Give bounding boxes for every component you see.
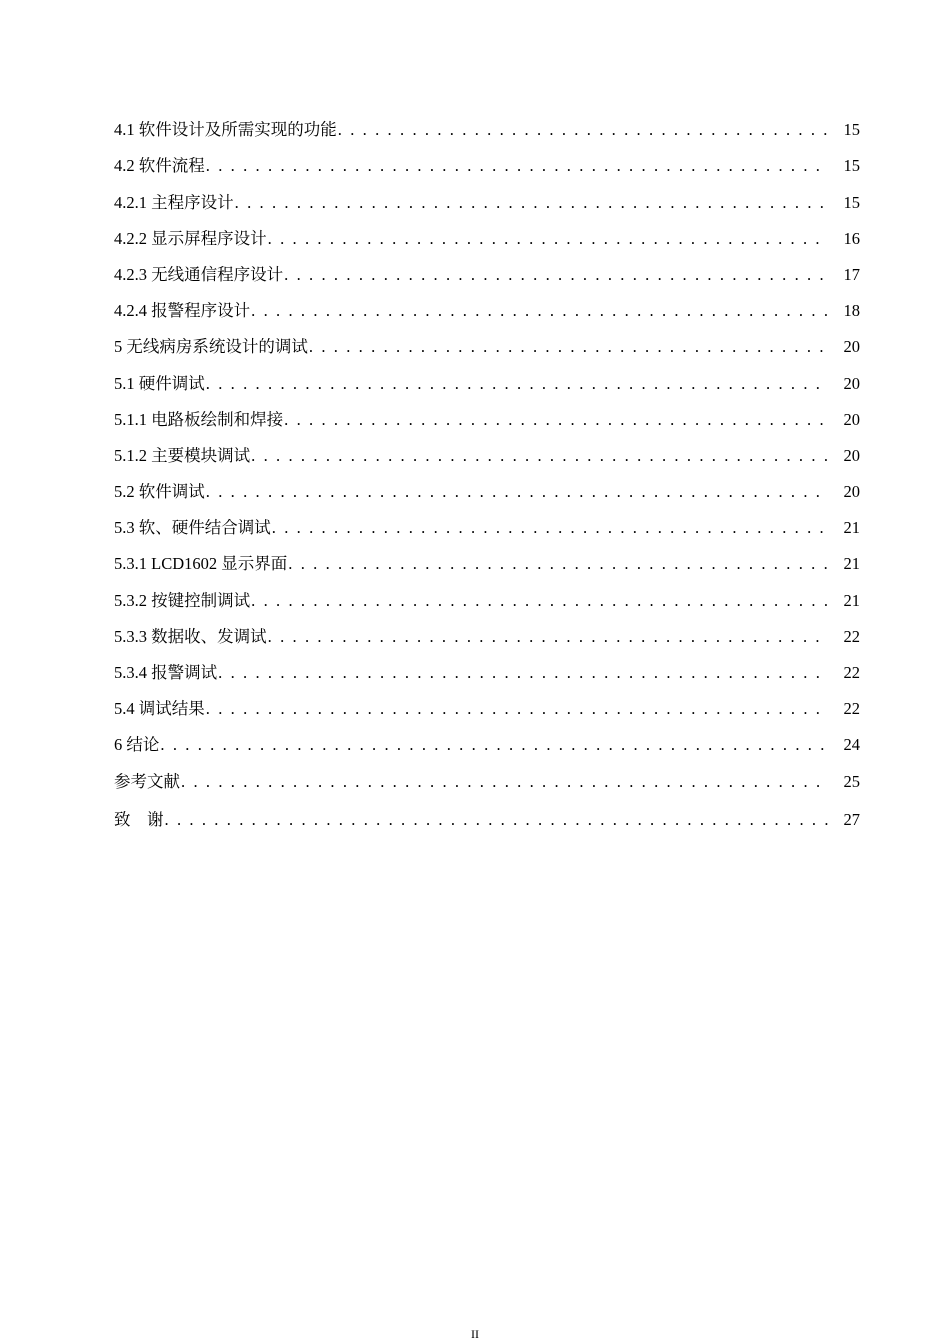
toc-dot-leader [217, 655, 828, 691]
toc-entry-page: 15 [843, 192, 860, 212]
toc-entry-page: 22 [843, 699, 860, 719]
toc-entry-page: 16 [843, 228, 860, 248]
toc-entry-page: 18 [843, 301, 860, 321]
toc-dot-leader [287, 546, 828, 582]
toc-entry-title: 致 谢 [114, 809, 164, 829]
toc-entry[interactable] [114, 257, 860, 293]
toc-entry-title: 5.3.4 报警调试 [114, 663, 218, 682]
toc-entry-title: 5.4 调试结果 [114, 699, 205, 719]
toc-entry-title: 4.1 软件设计及所需实现的功能 [114, 120, 337, 140]
table-of-contents [114, 112, 860, 838]
toc-entry-title: 5.1.1 电路板绘制和焊接 [114, 409, 284, 429]
toc-entry[interactable] [114, 365, 860, 401]
toc-entry-page: 20 [843, 337, 860, 357]
toc-entry-title: 5 无线病房系统设计的调试 [114, 337, 308, 357]
toc-entry-title: 4.2.1 主程序设计 [114, 192, 234, 212]
toc-dot-leader [205, 474, 828, 510]
toc-entry-page: 20 [843, 373, 860, 393]
toc-dot-leader [308, 329, 828, 365]
toc-entry[interactable] [114, 474, 860, 510]
toc-entry[interactable] [114, 691, 860, 727]
toc-dot-leader [271, 510, 828, 546]
toc-entry-page: 20 [843, 482, 860, 502]
toc-entry[interactable] [114, 293, 860, 329]
toc-entry-page: 21 [843, 554, 860, 574]
toc-entry[interactable] [114, 727, 860, 763]
toc-entry-page: 15 [843, 156, 860, 176]
toc-dot-leader [205, 148, 828, 184]
toc-entry-title: 4.2.4 报警程序设计 [114, 301, 251, 321]
toc-entry-page: 17 [843, 264, 860, 284]
toc-dot-leader [250, 583, 828, 619]
toc-entry-title: 5.3.3 数据收、发调试 [114, 626, 267, 646]
toc-entry[interactable] [114, 763, 860, 799]
toc-entry-page: 20 [843, 445, 860, 465]
toc-entry[interactable] [114, 619, 860, 655]
toc-dot-leader [250, 293, 828, 329]
toc-entry-title: 5.2 软件调试 [114, 482, 205, 502]
toc-dot-leader [205, 366, 828, 402]
toc-entry-page: 21 [843, 518, 860, 538]
toc-entry-title: 5.1.2 主要模块调试 [114, 445, 251, 465]
toc-entry-title: 4.2.2 显示屏程序设计 [114, 228, 267, 248]
toc-entry-title: 4.2 软件流程 [114, 156, 205, 176]
toc-entry-page: 20 [843, 409, 860, 429]
toc-entry[interactable] [114, 800, 860, 838]
toc-entry[interactable] [114, 510, 860, 546]
page-number: II [471, 1327, 479, 1341]
toc-entry-page: 25 [843, 771, 860, 791]
toc-dot-leader [234, 185, 828, 221]
toc-dot-leader [267, 619, 828, 655]
toc-entry-title: 5.1 硬件调试 [114, 373, 205, 393]
toc-entry[interactable] [114, 148, 860, 184]
toc-dot-leader [267, 221, 828, 257]
toc-entry-page: 27 [843, 809, 860, 829]
toc-entry-title: 4.2.3 无线通信程序设计 [114, 264, 284, 284]
toc-dot-leader [159, 727, 828, 763]
toc-entry[interactable] [114, 582, 860, 618]
toc-entry-page: 22 [843, 663, 860, 682]
toc-entry-title: 5.3 软、硬件结合调试 [114, 518, 271, 538]
toc-dot-leader [180, 764, 828, 800]
toc-entry-title: 5.3.2 按键控制调试 [114, 590, 251, 610]
toc-entry-title: 5.3.1 LCD1602 显示界面 [114, 554, 288, 574]
toc-entry-title: 6 结论 [114, 735, 160, 755]
toc-entry-title: 参考文献 [114, 771, 180, 791]
toc-entry-page: 21 [843, 590, 860, 610]
toc-dot-leader [164, 802, 829, 838]
toc-entry[interactable] [114, 655, 860, 691]
toc-entry[interactable] [114, 221, 860, 257]
toc-entry[interactable] [114, 184, 860, 220]
toc-dot-leader [337, 112, 828, 148]
toc-entry[interactable] [114, 546, 860, 582]
toc-dot-leader [250, 438, 828, 474]
toc-entry-page: 24 [843, 735, 860, 755]
toc-entry[interactable] [114, 402, 860, 438]
toc-entry[interactable] [114, 329, 860, 365]
toc-entry[interactable] [114, 438, 860, 474]
toc-entry[interactable] [114, 112, 860, 148]
toc-entry-page: 22 [843, 626, 860, 646]
toc-dot-leader [283, 257, 828, 293]
toc-entry-page: 15 [843, 120, 860, 140]
toc-dot-leader [283, 402, 828, 438]
toc-dot-leader [205, 691, 828, 727]
